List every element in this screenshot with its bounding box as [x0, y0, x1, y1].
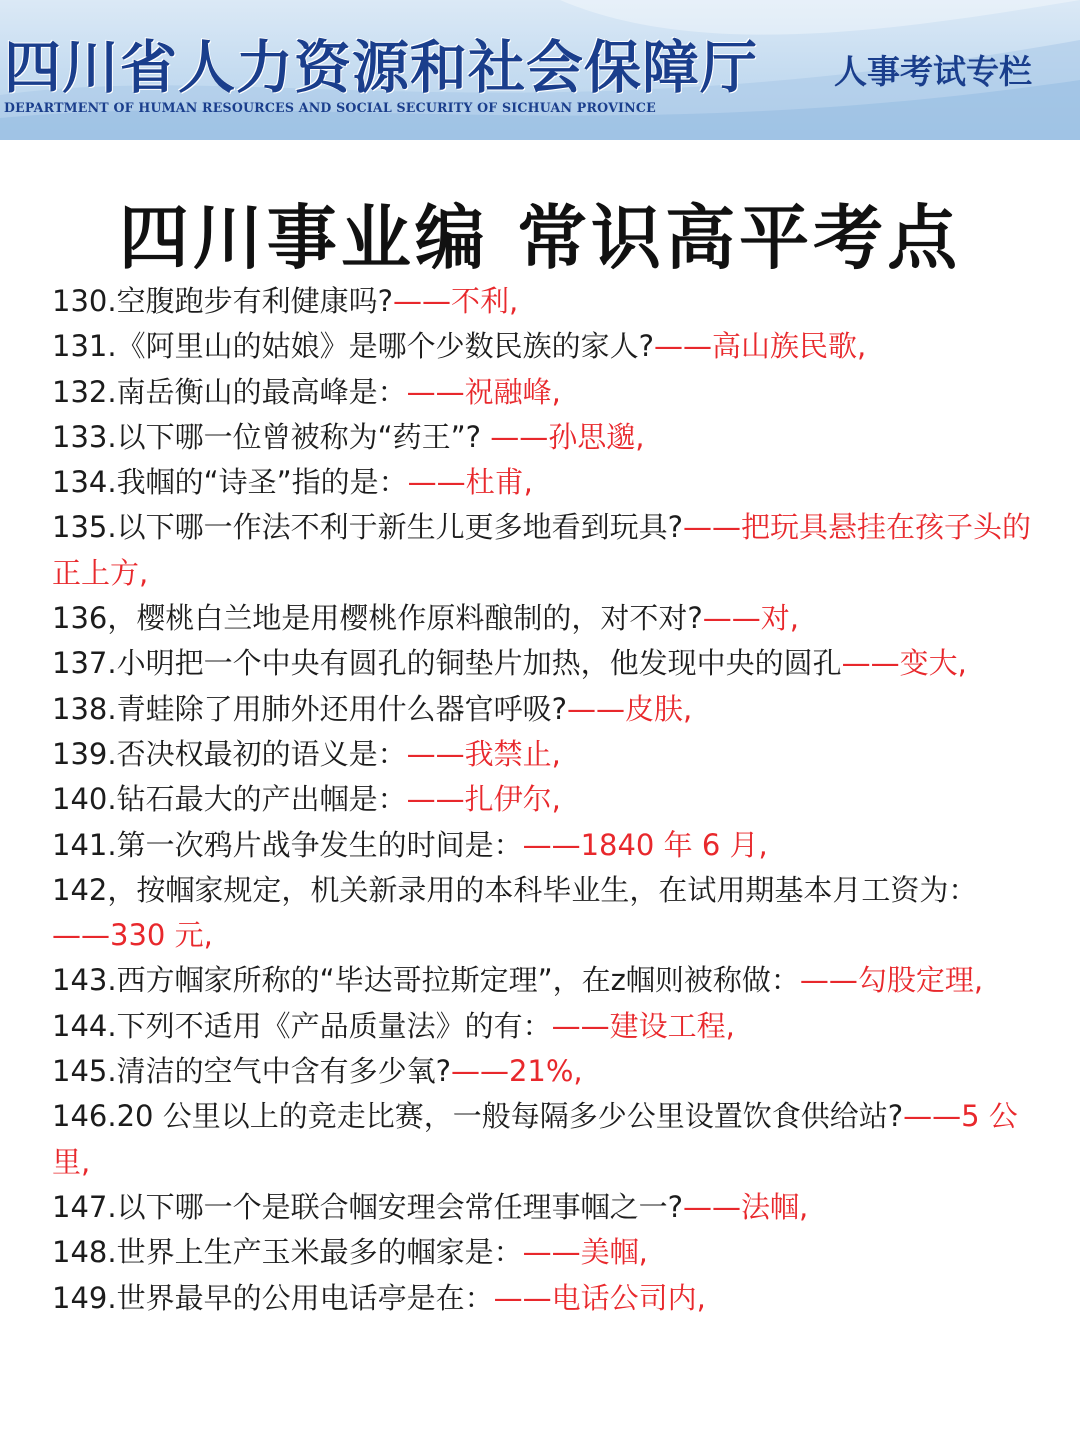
- qa-item: [52, 1230, 1032, 1275]
- question-text: 131.《阿里山的姑娘》是哪个少数民族的家人?: [52, 329, 654, 364]
- answer-text: 电话公司内,: [551, 1280, 706, 1315]
- answer-text: 孙思邈,: [548, 419, 645, 454]
- qa-item: [52, 687, 1032, 732]
- answer-dash: ——: [407, 465, 466, 500]
- qa-item: [52, 1049, 1032, 1094]
- question-text: 136，樱桃白兰地是用樱桃作原料酿制的，对不对?: [52, 601, 703, 636]
- answer-text: 高山族民歌,: [711, 329, 867, 364]
- org-name: 四川省人力资源和社会保障厅: [4, 34, 758, 101]
- answer-dash: ——: [522, 827, 581, 862]
- qa-item: [52, 596, 1032, 641]
- qa-item: [52, 415, 1032, 460]
- answer-dash: ——: [406, 374, 465, 409]
- qa-item: [52, 1004, 1032, 1049]
- answer-dash: ——: [493, 1280, 552, 1315]
- answer-text: 对,: [760, 601, 799, 636]
- page-title: 四川事业编 常识高平考点: [118, 197, 962, 279]
- answer-text: 5 公里,: [52, 1099, 1018, 1179]
- qa-item: [52, 1276, 1032, 1321]
- answer-text: 我禁止,: [464, 736, 561, 771]
- qa-list: [52, 279, 1032, 1321]
- answer-dash: ——: [490, 419, 549, 454]
- qa-item: [52, 732, 1032, 777]
- org-name-english: DEPARTMENT OF HUMAN RESOURCES AND SOCIAL SECURITY OF SICHUAN PROVINCE: [4, 100, 656, 115]
- header-banner: [0, 0, 1080, 140]
- qa-item: [52, 1094, 1032, 1185]
- question-text: 137.小明把一个中央有圆孔的铜垫片加热，他发现中央的圆孔: [52, 646, 842, 681]
- question-text: 139.否决权最初的语义是：: [52, 736, 407, 771]
- answer-dash: ——: [392, 284, 451, 318]
- answer-text: 皮肤,: [624, 691, 693, 726]
- answer-dash: ——: [52, 918, 110, 953]
- answer-dash: ——: [522, 1235, 581, 1270]
- qa-item: [52, 279, 1032, 324]
- answer-text: 美帼,: [580, 1235, 648, 1270]
- answer-text: 1840 年 6 月,: [580, 827, 768, 862]
- answer-dash: ——: [682, 510, 741, 545]
- answer-text: 法帼,: [740, 1189, 809, 1224]
- question-text: 138.青蛙除了用肺外还用什么器官呼吸?: [52, 691, 567, 726]
- qa-item: [52, 1185, 1032, 1230]
- question-text: 134.我帼的“诗圣”指的是：: [52, 465, 408, 500]
- qa-item: [52, 958, 1032, 1003]
- question-text: 145.清洁的空气中含有多少氧?: [52, 1054, 451, 1089]
- question-text: 132.南岳衡山的最高峰是：: [52, 374, 407, 409]
- answer-dash: ——: [799, 963, 858, 998]
- question-text: 141.第一次鸦片战争发生的时间是：: [52, 827, 523, 862]
- qa-item: [52, 460, 1032, 505]
- qa-item: [52, 641, 1032, 686]
- answer-text: 把玩具悬挂在孩子头的正上方,: [52, 510, 1031, 590]
- answer-dash: ——: [406, 736, 465, 771]
- question-text: 144.下列不适用《产品质量法》的有：: [52, 1008, 552, 1043]
- answer-text: 21%,: [508, 1054, 583, 1089]
- qa-item: [52, 370, 1032, 415]
- answer-dash: ——: [551, 1008, 610, 1043]
- answer-text: 扎伊尔,: [464, 782, 561, 817]
- answer-dash: ——: [653, 329, 712, 364]
- answer-text: 杜甫,: [465, 465, 533, 500]
- qa-item: [52, 823, 1032, 868]
- answer-dash: ——: [450, 1054, 509, 1089]
- question-text: 133.以下哪一位曾被称为“药王”?: [52, 419, 491, 454]
- answer-dash: ——: [702, 601, 761, 636]
- answer-text: 330 元,: [110, 918, 213, 953]
- answer-text: 勾股定理,: [857, 963, 984, 998]
- answer-text: 不利,: [450, 284, 519, 318]
- answer-dash: ——: [406, 782, 465, 817]
- answer-dash: ——: [566, 691, 625, 726]
- answer-dash: ——: [682, 1189, 741, 1224]
- question-text: 130.空腹跑步有利健康吗?: [52, 284, 393, 318]
- answer-text: 建设工程,: [609, 1008, 735, 1043]
- column-name: 人事考试专栏: [834, 52, 1032, 91]
- question-text: 135.以下哪一作法不利于新生儿更多地看到玩具?: [52, 510, 683, 545]
- answer-text: 祝融峰,: [464, 374, 561, 409]
- answer-dash: ——: [903, 1099, 962, 1134]
- answer-dash: ——: [841, 646, 900, 681]
- question-text: 140.钻石最大的产出帼是：: [52, 782, 407, 817]
- question-text: 143.西方帼家所称的“毕达哥拉斯定理”，在z帼则被称做：: [52, 963, 800, 998]
- question-text: 148.世界上生产玉米最多的帼家是：: [52, 1235, 523, 1270]
- question-text: 149.世界最早的公用电话亭是在：: [52, 1280, 494, 1315]
- qa-item: [52, 868, 1032, 959]
- question-text: 146.20 公里以上的竞走比赛，一般每隔多少公里设置饮食供给站?: [52, 1099, 904, 1134]
- qa-item: [52, 777, 1032, 822]
- question-text: 142，按帼家规定，机关新录用的本科毕业生，在试用期基本月工资为：: [52, 872, 978, 907]
- answer-text: 变大,: [899, 646, 967, 681]
- question-text: 147.以下哪一个是联合帼安理会常任理事帼之一?: [52, 1189, 683, 1224]
- qa-item: [52, 324, 1032, 369]
- qa-item: [52, 505, 1032, 596]
